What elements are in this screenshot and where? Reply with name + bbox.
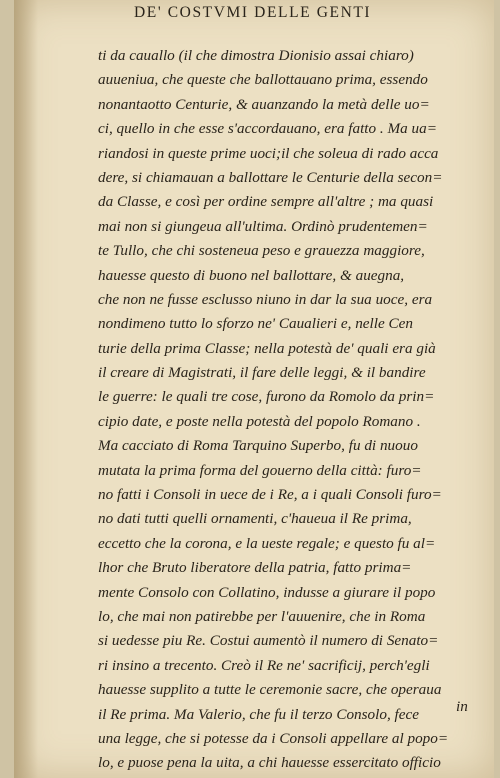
text-line: Ma cacciato di Roma Tarquino Superbo, fu di nuouo xyxy=(98,437,418,455)
text-line: ci, quello in che esse s'accordauano, era fatto . Ma ua= xyxy=(98,120,437,138)
text-line: ti da cauallo (il che dimostra Dionisio assai chiaro) xyxy=(98,47,414,64)
text-line: riandosi in queste prime uoci;il che soleua di rado acca xyxy=(98,144,439,162)
text-line: nondimeno tutto lo sforzo ne' Caualieri e, nelle Cen xyxy=(98,315,413,333)
text-line: mai non si giungeua all'ultima. Ordinò prudentemen= xyxy=(98,217,428,235)
text-line: lhor che Bruto liberatore della patria, fatto prima= xyxy=(98,559,412,577)
text-line: ri insino a trecento. Creò il Re ne' sacrificij, perch'egli xyxy=(98,656,430,674)
text-line: mutata la prima forma del gouerno della città: furo= xyxy=(98,461,422,479)
text-line: auueniua, che queste che ballottauano prima, essendo xyxy=(98,71,428,89)
text-line: eccetto che la corona, e la ueste regale; e questo fu al= xyxy=(98,534,436,552)
text-line: no fatti i Consoli in uece de i Re, a i quali Consoli furo= xyxy=(98,486,442,504)
text-line: una legge, che si potesse da i Consoli appellare al popo= xyxy=(98,729,449,747)
text-line: le guerre: le quali tre cose, furono da Romolo da prin= xyxy=(98,388,435,406)
text-line: si uedesse piu Re. Costui aumentò il numero di Senato= xyxy=(98,632,439,650)
text-line: che non ne fusse esclusso niuno in dar la sua uoce, era xyxy=(98,290,433,308)
text-line: da Classe, e così per ordine sempre all'altre ; ma quasi xyxy=(98,193,434,211)
text-line: cipio date, e poste nella potestà del popolo Romano . xyxy=(98,412,421,430)
text-line: mente Consolo con Collatino, indusse a giurare il popo xyxy=(98,583,436,601)
text-line: dere, si chiamauan a ballottare le Centurie della secon= xyxy=(98,168,443,186)
text-line: no dati tutti quelli ornamenti, c'haueua il Re prima, xyxy=(98,510,412,528)
page-gutter-shadow xyxy=(14,0,38,778)
text-line: lo, e puose pena la uita, a chi hauesse essercitato officio xyxy=(98,754,441,772)
book-page xyxy=(14,0,494,778)
text-line: hauesse questo di buono nel ballottare, & auegna, xyxy=(98,266,405,284)
catchword: in xyxy=(456,698,468,715)
text-line: il creare di Magistrati, il fare delle leggi, & il bandire xyxy=(98,364,426,382)
text-line: te Tullo, che chi sosteneua peso e grauezza maggiore, xyxy=(98,242,425,260)
text-line: hauesse supplito a tutte le ceremonie sacre, che operaua xyxy=(98,681,442,699)
text-line: nonantaotto Centurie, & auanzando la metà delle uo= xyxy=(98,95,430,113)
text-line: lo, che mai non patirebbe per l'auuenire, che in Roma xyxy=(98,607,426,625)
running-head: DE' COSTVMI DELLE GENTI xyxy=(134,4,372,21)
text-line: turie della prima Classe; nella potestà de' quali era già xyxy=(98,339,436,357)
body-text xyxy=(98,44,476,776)
text-line: il Re prima. Ma Valerio, che fu il terzo Consolo, fece xyxy=(98,705,419,723)
